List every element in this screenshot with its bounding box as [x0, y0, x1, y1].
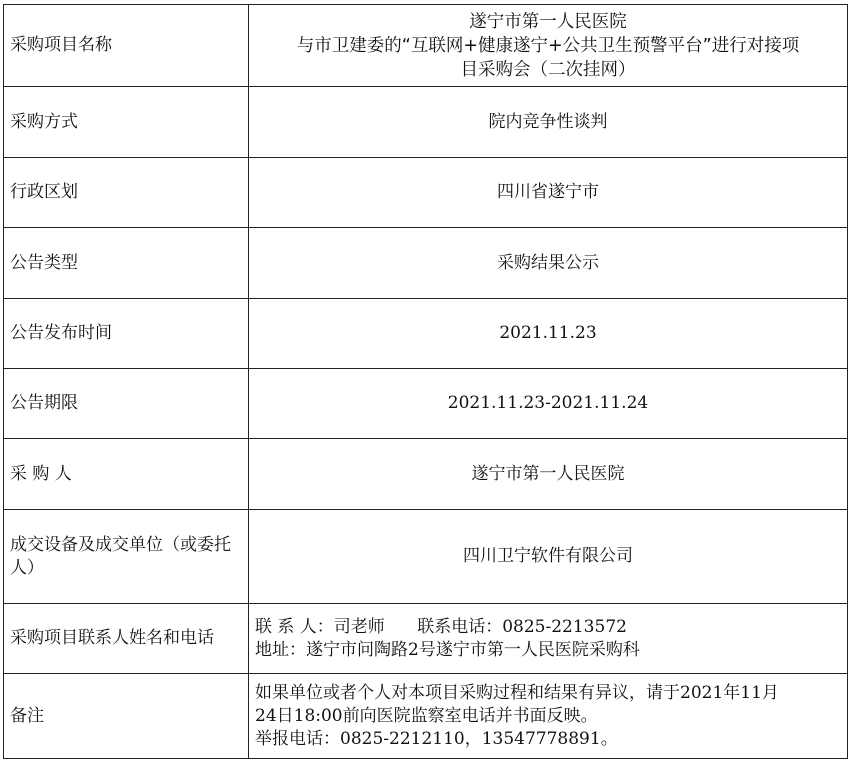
remarks-line-3: 举报电话：0825-2212110，13547778891。	[255, 728, 618, 749]
value-contact	[249, 604, 848, 674]
label-remarks: 备注	[4, 674, 249, 759]
project-name-line-3: 目采购会（二次挂网）	[460, 59, 636, 80]
value-method: 院内竞争性谈判	[249, 87, 848, 158]
value-region: 四川省遂宁市	[249, 158, 848, 228]
remarks-line-2: 24日18:00前向医院监察室电话并书面反映。	[255, 705, 598, 726]
table-row-period	[4, 369, 848, 439]
label-region: 行政区划	[4, 158, 249, 228]
value-purchaser: 遂宁市第一人民医院	[249, 439, 848, 510]
value-project-name	[249, 5, 848, 87]
table-row-remarks	[4, 674, 848, 759]
label-period: 公告期限	[4, 369, 249, 439]
project-name-line-1: 遂宁市第一人民医院	[469, 11, 627, 32]
table-row-region	[4, 158, 848, 228]
label-winner: 成交设备及成交单位（或委托人）	[4, 510, 249, 604]
label-project-name: 采购项目名称	[4, 5, 249, 87]
contact-person-phone: 联 系 人：司老师 联系电话：0825-2213572	[255, 616, 627, 637]
table-row-contact	[4, 604, 848, 674]
value-publish-time: 2021.11.23	[249, 299, 848, 369]
procurement-notice-table	[3, 4, 848, 759]
project-name-line-2: 与市卫建委的“互联网+健康遂宁+公共卫生预警平台”进行对接项	[296, 35, 800, 56]
table-row-publish-time	[4, 299, 848, 369]
value-notice-type: 采购结果公示	[249, 228, 848, 299]
label-purchaser: 采 购 人	[4, 439, 249, 510]
contact-address: 地址：遂宁市问陶路2号遂宁市第一人民医院采购科	[255, 639, 640, 660]
table-row-winner	[4, 510, 848, 604]
table-row-notice-type	[4, 228, 848, 299]
value-period: 2021.11.23-2021.11.24	[249, 369, 848, 439]
value-winner: 四川卫宁软件有限公司	[249, 510, 848, 604]
table-row-project-name	[4, 5, 848, 87]
label-contact: 采购项目联系人姓名和电话	[4, 604, 249, 674]
label-method: 采购方式	[4, 87, 249, 158]
table-row-method	[4, 87, 848, 158]
remarks-line-1: 如果单位或者个人对本项目采购过程和结果有异议，请于2021年11月	[255, 682, 779, 703]
value-remarks	[249, 674, 848, 759]
label-notice-type: 公告类型	[4, 228, 249, 299]
label-publish-time: 公告发布时间	[4, 299, 249, 369]
table-row-purchaser	[4, 439, 848, 510]
